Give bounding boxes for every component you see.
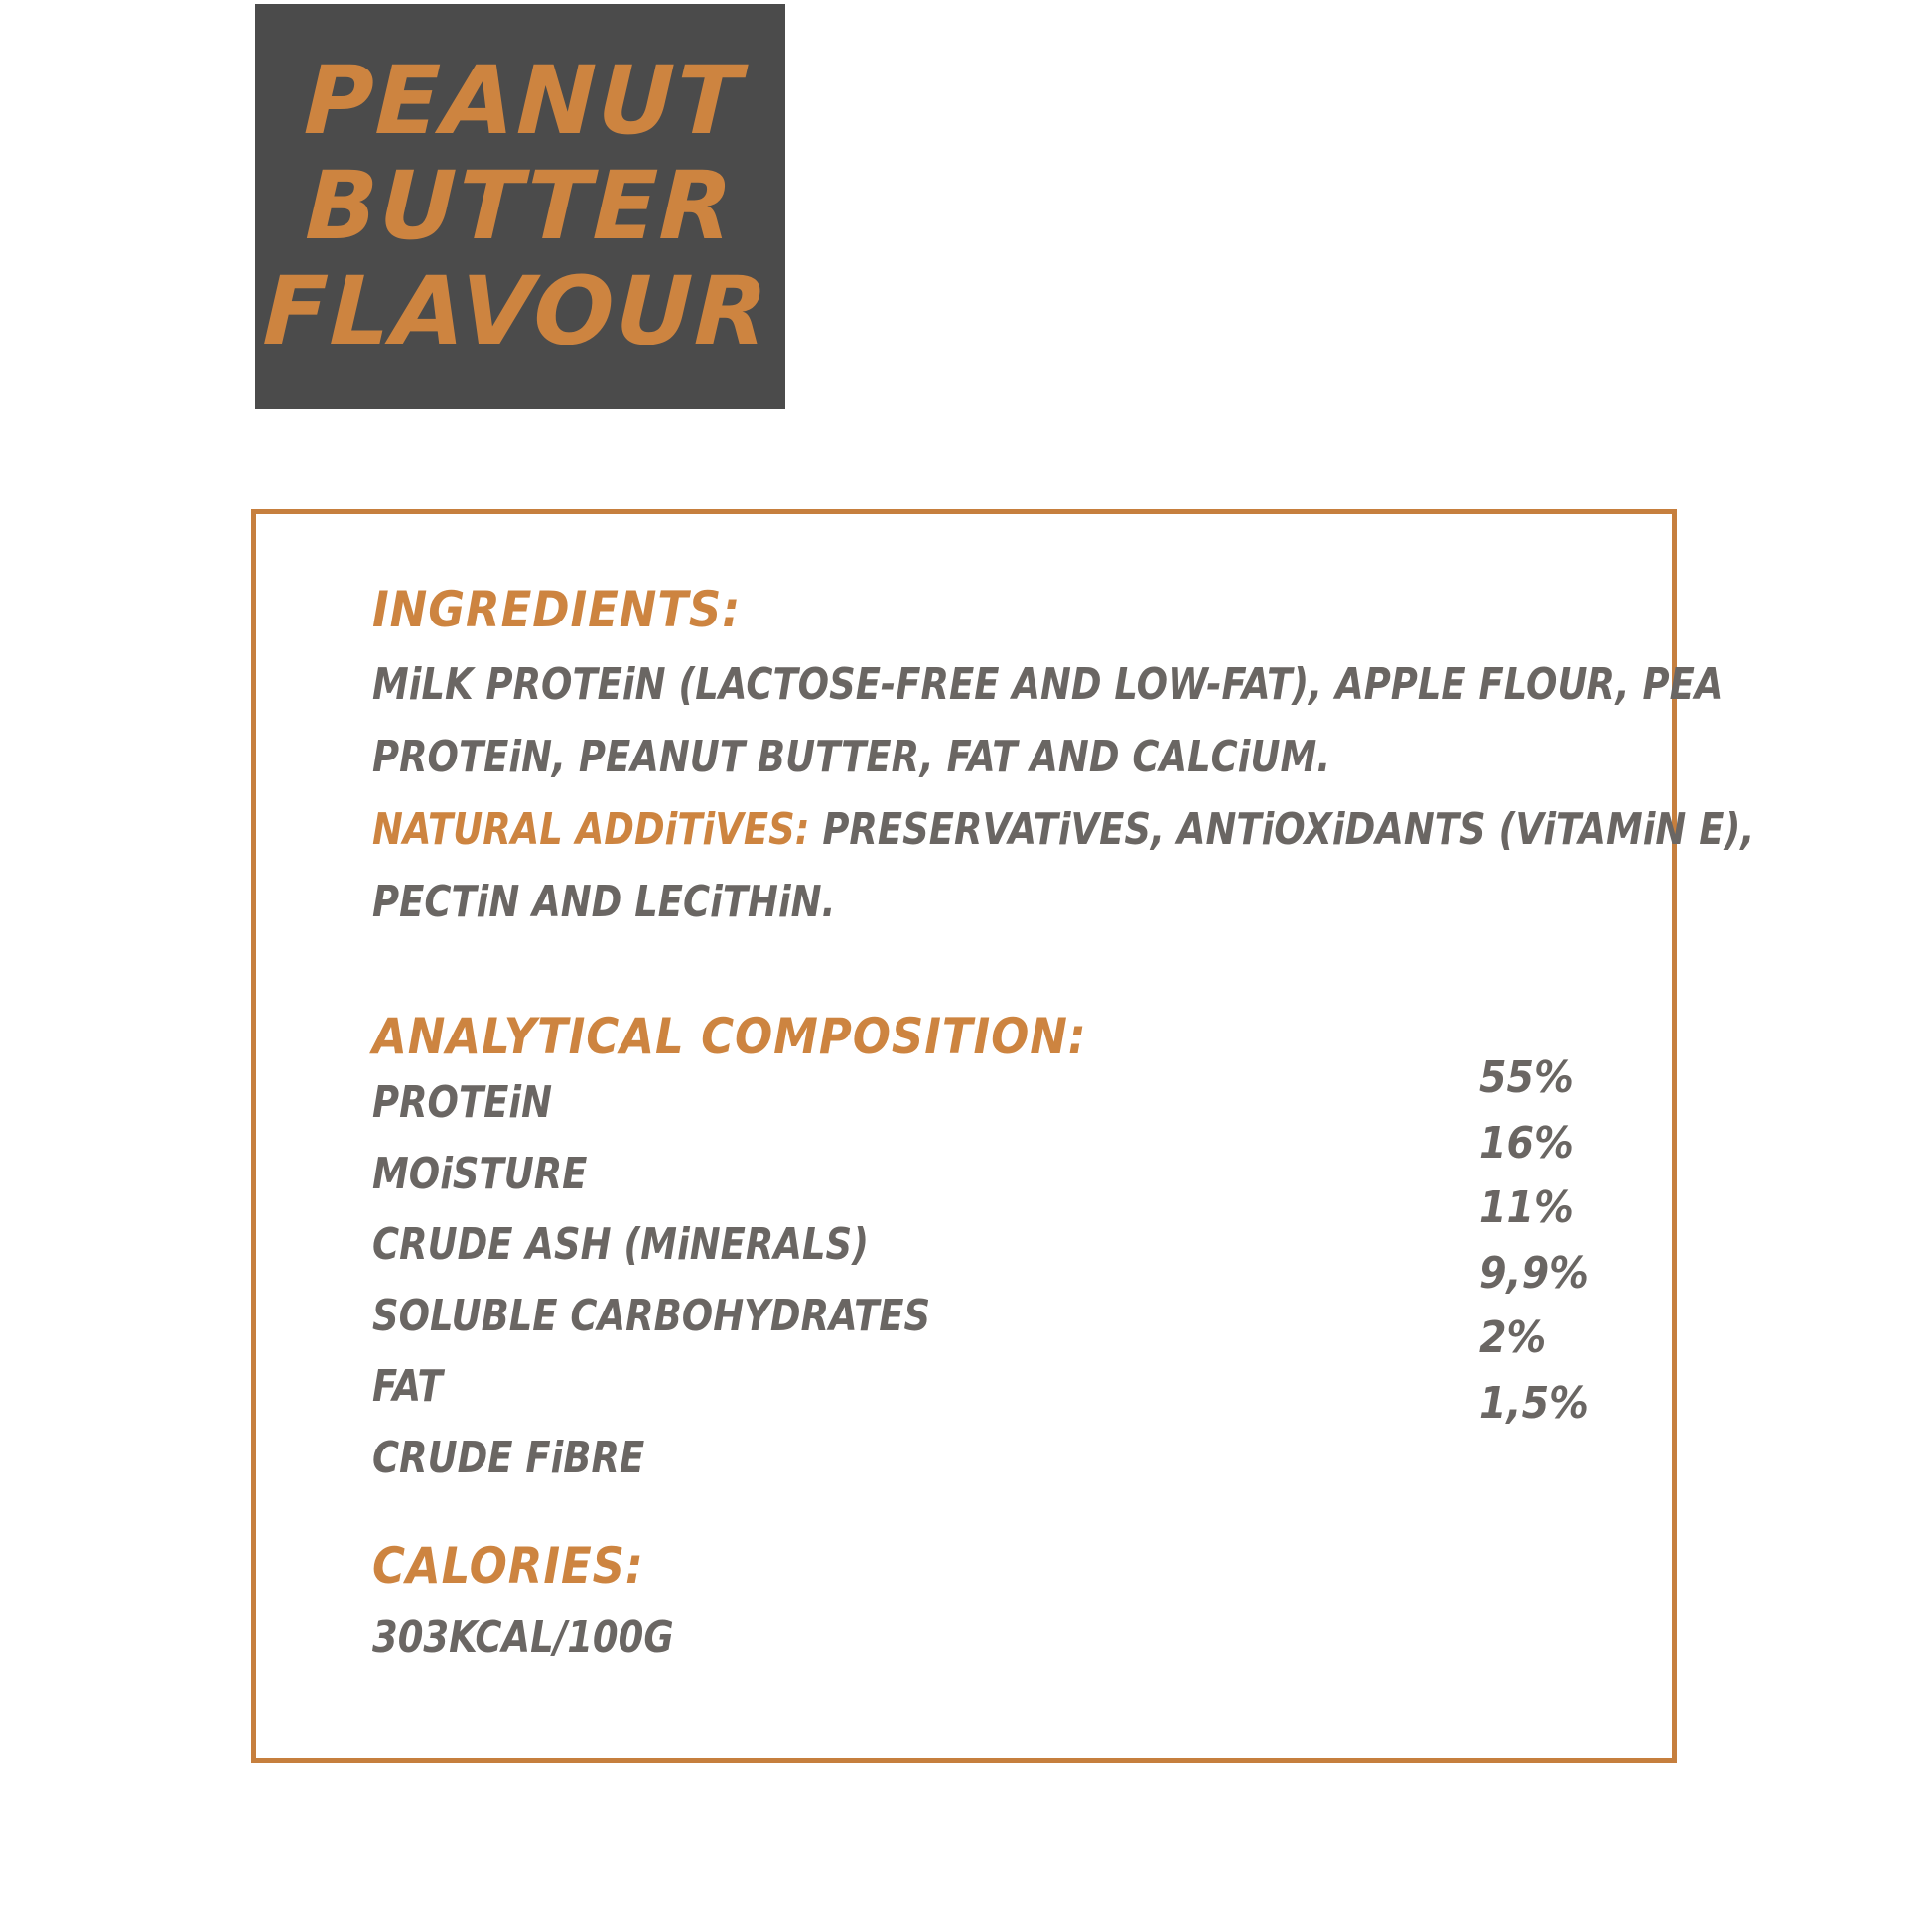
ingredients-text-line-1: MiLK PROTEiN (LACTOSE-FREE AND LOW-FAT), APPLE FLOUR, PEA [372, 659, 1724, 710]
ingredients-heading: INGREDIENTS: [372, 581, 742, 638]
composition-row-label: SOLUBLE CARBOHYDRATES [372, 1290, 931, 1341]
composition-row-label: CRUDE FiBRE [372, 1432, 645, 1483]
composition-row-value: 16% [1479, 1117, 1574, 1169]
analytical-composition-heading: ANALYTICAL COMPOSITION: [372, 1008, 1087, 1065]
natural-additives-heading: NATURAL ADDiTiVES: [372, 804, 810, 855]
ingredients-text-line-2: PROTEiN, PEANUT BUTTER, FAT AND CALCiUM. [372, 732, 1331, 782]
composition-row-label: MOiSTURE [372, 1148, 588, 1199]
calories-heading: CALORIES: [372, 1537, 644, 1594]
product-title-line-1: PEANUT [303, 47, 746, 156]
natural-additives-line [372, 804, 1754, 855]
composition-row-label: FAT [372, 1361, 443, 1412]
composition-row-label: PROTEiN [372, 1077, 553, 1128]
composition-values-column [1479, 1052, 1600, 1443]
flavour-header-box [255, 4, 785, 409]
composition-row-value: 1,5% [1479, 1377, 1588, 1429]
product-title [262, 49, 779, 364]
composition-row-value: 11% [1479, 1182, 1574, 1233]
composition-row-label: CRUDE ASH (MiNERALS) [372, 1219, 870, 1270]
product-title-line-2: BUTTER [304, 152, 737, 261]
composition-labels-column [372, 1077, 1036, 1503]
natural-additives-line-2: PECTiN AND LECiTHiN. [372, 877, 836, 927]
natural-additives-text: PRESERVATiVES, ANTiOXiDANTS (ViTAMiN E), [809, 804, 1755, 855]
composition-row-value: 55% [1479, 1052, 1574, 1103]
composition-row-value: 9,9% [1479, 1247, 1588, 1299]
calories-value: 303KCAL/100G [372, 1612, 674, 1663]
composition-row-value: 2% [1479, 1312, 1547, 1363]
product-title-line-3: FLAVOUR [261, 257, 771, 366]
